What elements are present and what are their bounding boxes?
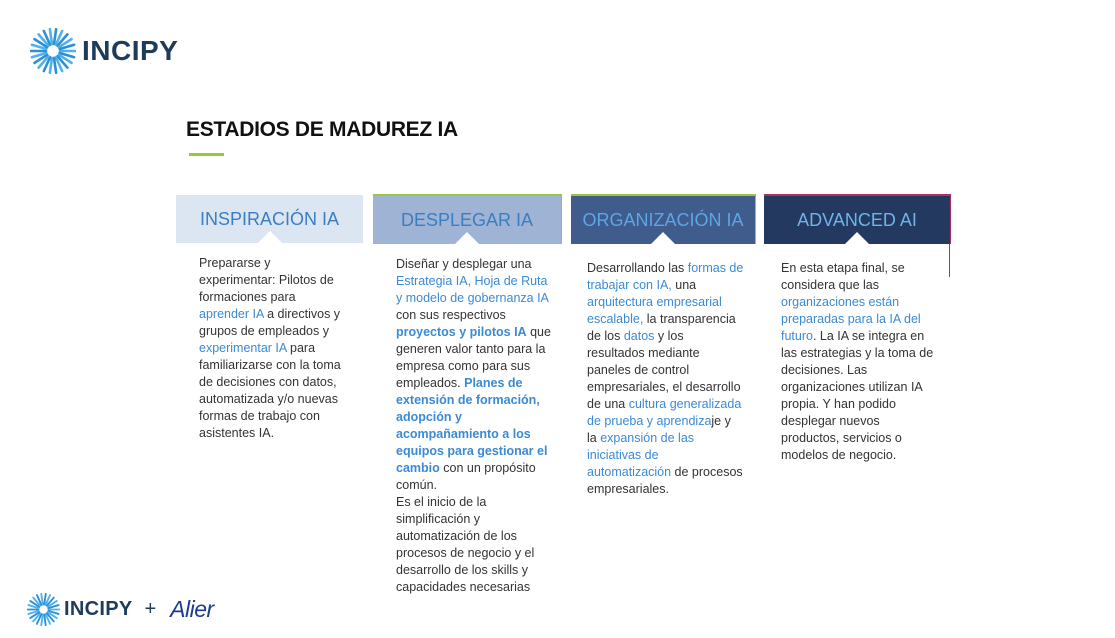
bold-highlight-text: proyectos y pilotos IA (396, 325, 527, 339)
body-text: Es el inicio de la simplificación y automatización de los procesos de negocio y el desarrollo de los skills y capacidades necesarias (396, 495, 535, 594)
stage-header (764, 194, 951, 244)
highlight-text: arquitectura empresarial escalable, (587, 295, 722, 326)
stage-header-label: DESPLEGAR IA (400, 209, 534, 230)
header-notch (844, 232, 870, 245)
incipy-logo[interactable] (30, 28, 178, 74)
stage-description (396, 256, 551, 596)
stage-header (176, 195, 363, 243)
body-text: Prepararse y experimentar: Pilotos de formaciones para (199, 256, 334, 304)
body-text: En esta etapa final, se considera que las (781, 261, 905, 292)
highlight-text: expansión de las iniciativas de automatización (587, 431, 695, 479)
header-notch (650, 232, 676, 245)
stage-description (587, 260, 744, 498)
sunburst-icon (30, 28, 76, 74)
accent-line (949, 243, 950, 277)
stage-description (199, 255, 349, 442)
body-text: que generen valor tanto para la empresa como para sus empleados. (396, 325, 551, 390)
body-text: je y la (587, 414, 731, 445)
stage-header-label: ADVANCED AI (797, 209, 917, 230)
header-notch (257, 231, 283, 244)
stage-description (781, 260, 941, 464)
stage-header (373, 194, 562, 244)
header-notch (454, 232, 480, 245)
footer-brand-name: INCIPY (64, 598, 133, 620)
body-text: Diseñar y desplegar una (396, 257, 532, 271)
highlight-text: datos (623, 329, 655, 343)
body-text: para familiarizarse con la toma de decisiones con datos, automatizada y/o nuevas formas de trabajo con asistentes IA. (199, 341, 341, 440)
highlight-text: aprender IA (199, 307, 264, 321)
body-text: . La IA se integra en las estrategias y la toma de decisiones. Las organizaciones utilizan IA propia. Y han podido desplegar nuevos productos, servicios o modelos de negocio. (781, 329, 934, 462)
body-text: y los resultados mediante paneles de control empresariales, el desarrollo de una (587, 329, 741, 411)
brand-name: INCIPY (82, 35, 179, 66)
stage-header-label: INSPIRACIÓN IA (199, 208, 340, 229)
highlight-text: formas de trabajar con IA, (587, 261, 744, 292)
highlight-text: Estrategia IA, Hoja de Ruta y modelo de gobernanza IA (396, 274, 549, 305)
plus-sign: + (144, 598, 157, 620)
highlight-text: experimentar IA (199, 341, 287, 355)
body-text: una (671, 278, 697, 292)
body-text: con un propósito común. (396, 461, 536, 492)
body-text: Desarrollando las (587, 261, 688, 275)
footer-logos (27, 593, 214, 626)
highlight-text: cultura generalizada de prueba y aprendiza (587, 397, 742, 428)
stage-header-label: ORGANIZACIÓN IA (582, 209, 744, 230)
body-text: a directivos y grupos de empleados y (199, 307, 341, 338)
highlight-text: organizaciones están preparadas para la IA del futuro (781, 295, 921, 343)
stage-header (571, 194, 756, 244)
bold-highlight-text: Planes de extensión de formación, adopción y acompañamiento a los equipos para gestionar el cambio (396, 376, 548, 475)
body-text: de procesos empresariales. (587, 465, 743, 496)
body-text: la transparencia de los (587, 312, 736, 343)
partner-logo: Alier (170, 596, 214, 622)
title-underline (189, 153, 224, 156)
body-text: con sus respectivos (396, 308, 506, 322)
page-title: ESTADIOS DE MADUREZ IA (186, 118, 458, 141)
sunburst-icon (27, 593, 60, 626)
